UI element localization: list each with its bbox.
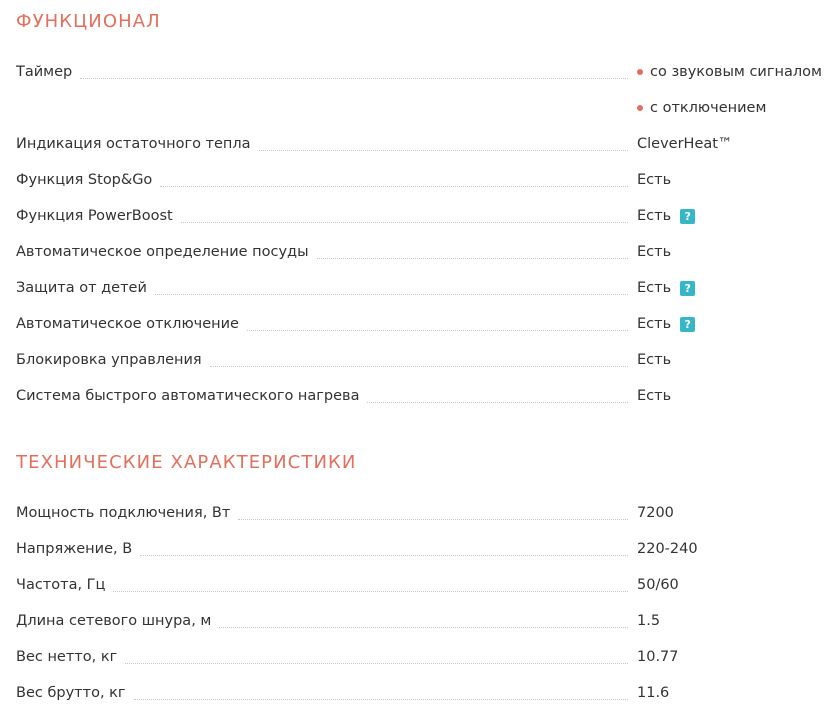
spec-label: Частота, Гц — [16, 576, 111, 594]
spec-value — [637, 612, 660, 630]
dotted-leader — [367, 402, 628, 403]
spec-value — [637, 207, 695, 225]
dotted-leader — [247, 330, 628, 331]
bullet-dot — [637, 69, 643, 75]
spec-label: Функция Stop&Go — [16, 171, 158, 189]
dotted-leader — [219, 627, 628, 628]
spec-value-text: Есть — [637, 244, 672, 260]
spec-value — [637, 504, 674, 522]
spec-value-text: Есть — [637, 352, 672, 368]
spec-label: Напряжение, В — [16, 540, 138, 558]
spec-row-frequency — [16, 576, 828, 612]
spec-row-control-lock — [16, 351, 828, 387]
dotted-leader — [210, 366, 628, 367]
spec-value-text: 7200 — [637, 505, 674, 521]
spec-label: Вес нетто, кг — [16, 648, 123, 666]
dotted-leader — [125, 663, 628, 664]
spec-row-net-weight — [16, 648, 828, 684]
spec-value-text: со звуковым сигналом — [650, 64, 822, 80]
dotted-leader — [80, 78, 628, 79]
spec-value-text: 220-240 — [637, 541, 698, 557]
spec-value-text: 50/60 — [637, 577, 679, 593]
dotted-leader — [181, 222, 628, 223]
dotted-leader — [238, 519, 628, 520]
spec-value — [637, 243, 671, 261]
spec-row-cookware-detection — [16, 243, 828, 279]
spec-value — [637, 576, 679, 594]
spec-label: Функция PowerBoost — [16, 207, 179, 225]
dotted-leader — [134, 699, 628, 700]
spec-row-voltage — [16, 540, 828, 576]
spec-value-text: Есть — [637, 316, 672, 332]
spec-label: Мощность подключения, Вт — [16, 504, 236, 522]
spec-value-text: 11.6 — [637, 685, 670, 701]
spec-value-text: Есть — [637, 280, 672, 296]
spec-row-power — [16, 504, 828, 540]
spec-label: Система быстрого автоматического нагрева — [16, 387, 365, 405]
spec-value-text: 10.77 — [637, 649, 679, 665]
spec-value-text: с отключением — [650, 100, 767, 116]
spec-value — [637, 684, 669, 702]
spec-row-stop-go — [16, 171, 828, 207]
help-icon[interactable]: ? — [680, 317, 695, 332]
technical-section-title: ТЕХНИЧЕСКИЕ ХАРАКТЕРИСТИКИ — [16, 452, 357, 473]
spec-row-child-lock — [16, 279, 828, 315]
spec-value-text: Есть — [637, 388, 672, 404]
spec-value-text: CleverHeat™ — [637, 136, 733, 152]
spec-label: Автоматическое отключение — [16, 315, 245, 333]
dotted-leader — [155, 294, 628, 295]
spec-value — [637, 351, 671, 369]
dotted-leader — [317, 258, 628, 259]
help-icon[interactable]: ? — [680, 281, 695, 296]
spec-label: Блокировка управления — [16, 351, 208, 369]
help-icon[interactable]: ? — [680, 209, 695, 224]
spec-value — [637, 63, 822, 81]
spec-value — [637, 171, 671, 189]
spec-label: Вес брутто, кг — [16, 684, 132, 702]
spec-row-rapid-heating — [16, 387, 828, 423]
spec-value — [637, 99, 766, 117]
spec-value-text: Есть — [637, 208, 672, 224]
spec-row-timer — [16, 63, 828, 99]
spec-label: Длина сетевого шнура, м — [16, 612, 217, 630]
dotted-leader — [160, 186, 628, 187]
functional-section-title: ФУНКЦИОНАЛ — [16, 11, 161, 32]
spec-value — [637, 135, 732, 153]
spec-row-gross-weight — [16, 684, 828, 720]
dotted-leader — [140, 555, 628, 556]
dotted-leader — [259, 150, 628, 151]
spec-label: Таймер — [16, 63, 78, 81]
spec-value — [637, 279, 695, 297]
spec-value — [637, 387, 671, 405]
spec-label: Автоматическое определение посуды — [16, 243, 315, 261]
spec-value — [637, 540, 698, 558]
spec-label: Индикация остаточного тепла — [16, 135, 257, 153]
spec-row-timer-option — [16, 99, 828, 135]
spec-value-text: 1.5 — [637, 613, 661, 629]
spec-row-cord-length — [16, 612, 828, 648]
spec-label: Защита от детей — [16, 279, 153, 297]
spec-value — [637, 315, 695, 333]
spec-row-auto-shutoff — [16, 315, 828, 351]
spec-row-residual-heat — [16, 135, 828, 171]
spec-row-powerboost — [16, 207, 828, 243]
bullet-dot — [637, 105, 643, 111]
spec-value-text: Есть — [637, 172, 672, 188]
spec-value — [637, 648, 679, 666]
dotted-leader — [113, 591, 628, 592]
